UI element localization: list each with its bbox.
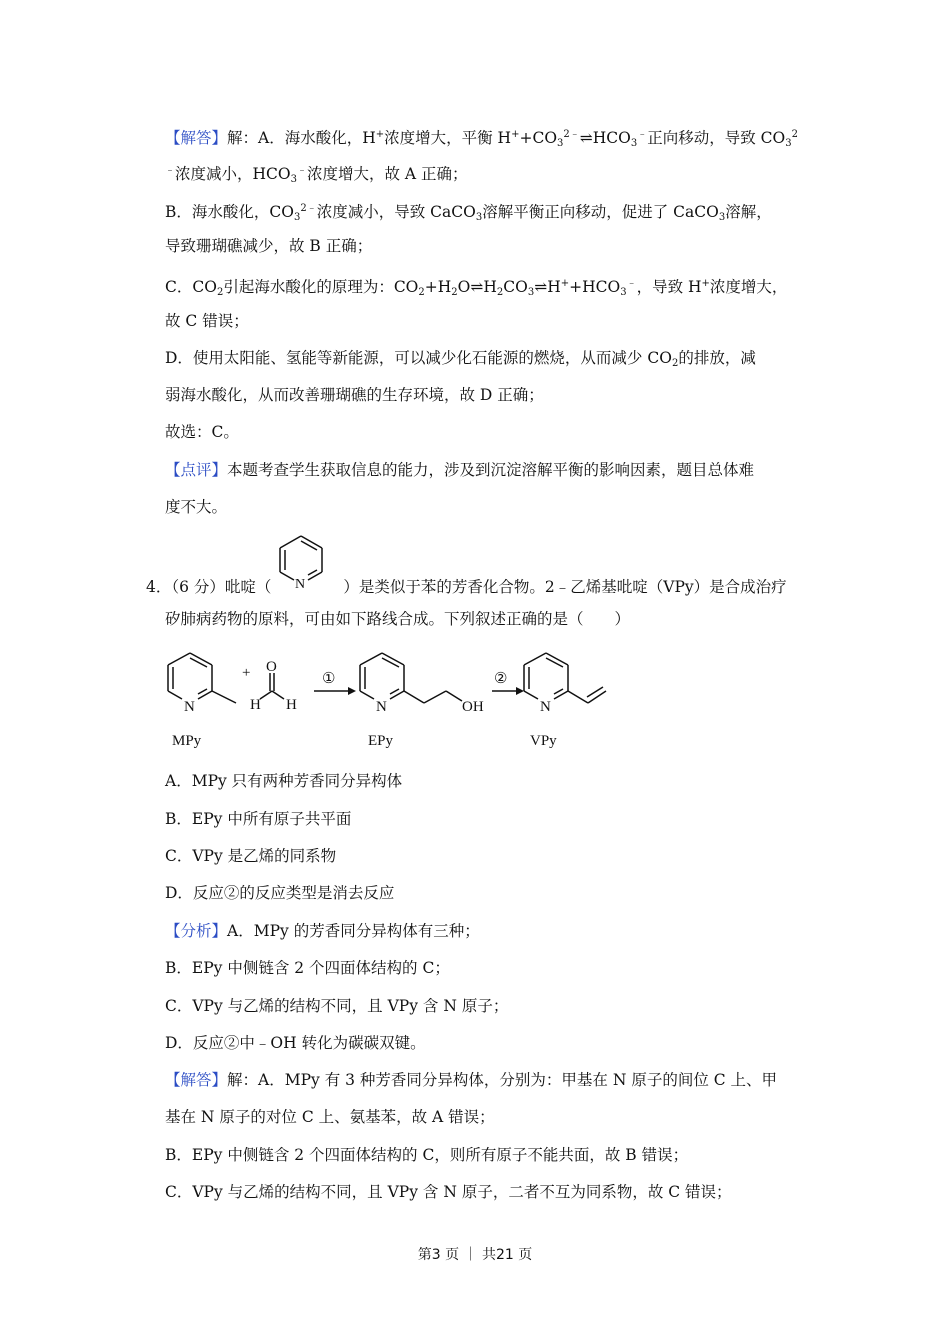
q4-answer-a-line-1: 【解答】解：A．MPy 有 3 种芳香同分异构体，分别为：甲基在 N 原子的间位 C 上、甲 (165, 1071, 778, 1089)
q4-analysis-c: C．VPy 与乙烯的结构不同，且 VPy 含 N 原子； (165, 997, 509, 1015)
q4-answer-a-line-2: 基在 N 原子的对位 C 上、氨基苯，故 A 错误； (165, 1108, 495, 1126)
q3-answer-b-line-1: B．海水酸化，$CO_3^{2﹣}$浓度减小，导致 CaCO$_3$溶解平衡正向移动，促进了 CaCO$_3$溶解， (165, 203, 772, 223)
reaction-scheme (160, 645, 620, 755)
q4-analysis-d: D．反应②中﹣OH 转化为碳碳双键。 (165, 1034, 426, 1052)
q4-analysis-a: 【分析】A．MPy 的芳香同分异构体有三种； (165, 922, 480, 940)
q3-comment-line-2: 度不大。 (165, 498, 228, 516)
q4-option-a: A．MPy 只有两种芳香同分异构体 (165, 772, 403, 790)
q4-option-d: D．反应②的反应类型是消去反应 (165, 884, 395, 902)
q4-analysis-b: B．EPy 中侧链含 2 个四面体结构的 C； (165, 959, 450, 977)
step-1-label: ① (322, 671, 336, 687)
q4-answer-c: C．VPy 与乙烯的结构不同，且 VPy 含 N 原子，二者不互为同系物，故 C 错误； (165, 1183, 732, 1201)
q3-answer-c-line-2: 故 C 错误； (165, 312, 249, 330)
epy-n: N (376, 699, 387, 715)
mpy-n: N (184, 699, 195, 715)
q3-answer-line-1: 【解答】解：A．海水酸化，H+浓度增大，平衡 $H^++CO_3^{2﹣}\rightleftharpoons HCO_3^﹣$正向移动，导致 $CO_3^2$ (165, 129, 798, 149)
analysis-label: 【分析】 (165, 922, 228, 940)
q4-stem-line-2: 矽肺病药物的原料，可由如下路线合成。下列叙述正确的是（ ） (165, 610, 631, 628)
q3-comment-line-1: 【点评】本题考查学生获取信息的能力，涉及到沉淀溶解平衡的影响因素，题目总体难 (165, 461, 755, 479)
epy-name: EPy (368, 733, 394, 749)
mpy-name: MPy (172, 733, 202, 749)
plus-sign: + (242, 665, 251, 681)
vpy-n: N (540, 699, 551, 715)
aldehyde-h-left: H (250, 697, 261, 713)
pyridine-n-label: N (295, 577, 306, 592)
q3-answer-d-line-2: 弱海水酸化，从而改善珊瑚礁的生存环境，故 D 正确； (165, 386, 544, 404)
q3-answer-choice: 故选：C。 (165, 423, 239, 441)
aldehyde-h-right: H (286, 697, 297, 713)
pyridine-structure (270, 530, 342, 596)
epy-oh: OH (462, 699, 484, 715)
q4-stem-line-1: 4．（6 分）吡啶（ ）是类似于苯的芳香化合物。2﹣乙烯基吡啶（VPy）是合成治疗 (146, 578, 787, 596)
vpy-name: VPy (530, 733, 557, 749)
q4-option-c: C．VPy 是乙烯的同系物 (165, 847, 337, 865)
q4-answer-b: B．EPy 中侧链含 2 个四面体结构的 C，则所有原子不能共面，故 B 错误； (165, 1146, 689, 1164)
aldehyde-o: O (266, 659, 277, 675)
q3-answer-d-line-1: D．使用太阳能、氢能等新能源，可以减少化石能源的燃烧，从而减少 $CO_2$的排放，减 (165, 349, 756, 369)
answer-label-2: 【解答】 (165, 1071, 228, 1089)
comment-label: 【点评】 (165, 461, 228, 479)
step-2-label: ② (494, 671, 508, 687)
q3-answer-line-2: ﹣浓度减小，$HCO_3^﹣$浓度增大，故 A 正确； (165, 165, 468, 185)
q3-answer-c-line-1: C．$CO_2$引起海水酸化的原理为：$CO_2+H_2O\rightleftharpoons H_2CO_3\rightleftharpoons H^++HCO_3^﹣$，导致 H+浓度增大， (165, 278, 788, 298)
page-footer: 第3 页 ｜ 共21 页 (417, 1247, 533, 1263)
answer-label: 【解答】 (165, 129, 228, 147)
q4-option-b: B．EPy 中所有原子共平面 (165, 810, 352, 828)
q3-answer-b-line-2: 导致珊瑚礁减少，故 B 正确； (165, 237, 373, 255)
